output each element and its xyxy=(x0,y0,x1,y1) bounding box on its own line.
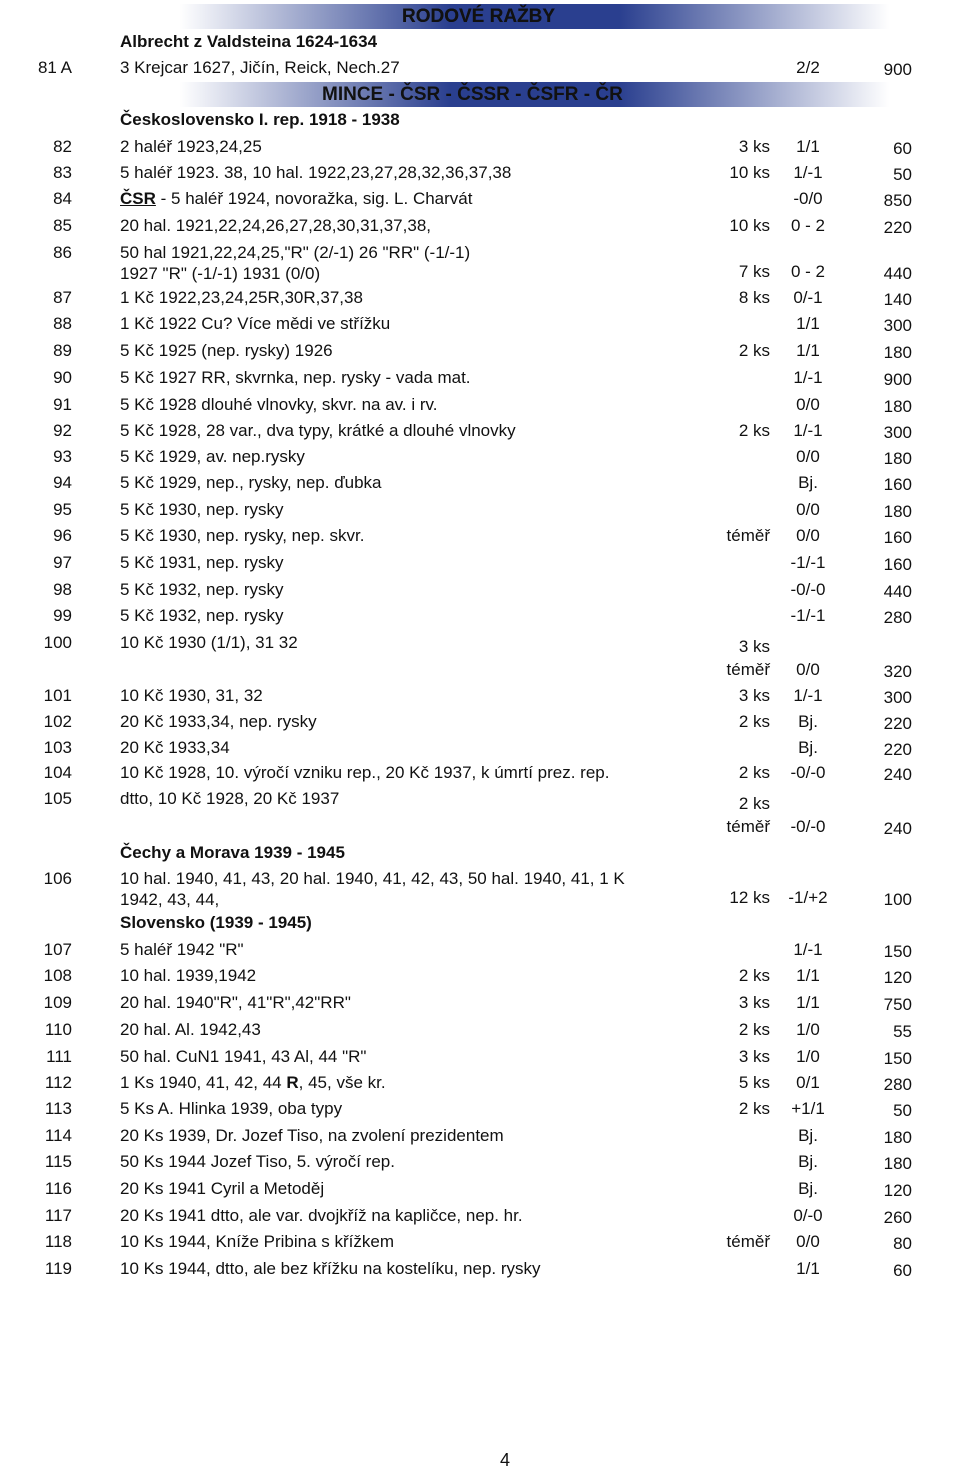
item-description xyxy=(120,993,351,1013)
item-description-text: 5 Kč 1929, nep., rysky, nep. ďubka xyxy=(120,473,382,492)
table-row xyxy=(0,341,960,365)
item-quantity: 12 ks xyxy=(729,888,770,907)
item-description-text: 1 Ks 1940, 41, 42, 44 xyxy=(120,1073,287,1092)
table-row xyxy=(0,1099,960,1123)
item-description-text: 20 hal. 1921,22,24,26,27,28,30,31,37,38, xyxy=(120,216,431,235)
item-quantity: 2 ks xyxy=(738,1099,770,1118)
section-title-slovensko: Slovensko (1939 - 1945) xyxy=(120,913,312,932)
item-price: 440 xyxy=(883,582,912,601)
item-number: 113 xyxy=(44,1099,72,1118)
item-price: 180 xyxy=(883,1154,912,1173)
item-description xyxy=(120,686,263,706)
item-number: 85 xyxy=(53,216,72,235)
item-number: 108 xyxy=(43,966,72,985)
item-price: 300 xyxy=(883,316,912,335)
item-number: 82 xyxy=(53,137,72,156)
item-grade: -1/+2 xyxy=(788,888,828,907)
item-price: 120 xyxy=(883,1181,912,1200)
item-price: 150 xyxy=(883,1049,912,1068)
item-price: 300 xyxy=(883,423,912,442)
item-quantity: 5 ks xyxy=(738,1073,770,1092)
item-quantity: 2 ks xyxy=(738,341,770,360)
item-quantity: 2 ks xyxy=(738,966,770,985)
item-grade: 0 - 2 xyxy=(790,262,826,281)
item-price: 180 xyxy=(883,502,912,521)
item-grade: 1/-1 xyxy=(793,368,823,387)
table-row xyxy=(0,738,960,762)
item-description-text: 5 Kč 1927 RR, skvrnka, nep. rysky - vada mat. xyxy=(120,368,471,387)
item-number: 119 xyxy=(44,1259,72,1278)
table-row xyxy=(0,606,960,630)
item-number: 86 xyxy=(53,243,72,262)
item-number: 81 A xyxy=(37,58,72,77)
item-description xyxy=(120,368,471,388)
table-row xyxy=(0,1206,960,1230)
item-description-text: 5 Kč 1932, nep. rysky xyxy=(120,580,284,599)
item-grade: 0/-0 xyxy=(793,1206,823,1225)
item-number: 95 xyxy=(53,500,72,519)
table-row xyxy=(0,500,960,524)
item-grade: 2/2 xyxy=(796,58,820,77)
item-description xyxy=(120,500,283,520)
item-description xyxy=(120,216,431,236)
item-number: 117 xyxy=(44,1206,72,1225)
item-description-tail: , 45, vše kr. xyxy=(298,1073,386,1092)
item-price: 260 xyxy=(883,1208,912,1227)
item-price: 750 xyxy=(883,995,912,1014)
item-number: 116 xyxy=(44,1179,72,1198)
item-number: 93 xyxy=(53,447,72,466)
item-number: 89 xyxy=(53,341,72,360)
item-price: 140 xyxy=(883,290,912,309)
table-row xyxy=(0,966,960,990)
item-description xyxy=(120,447,305,467)
item-description xyxy=(120,341,333,361)
table-row xyxy=(0,763,960,787)
item-description xyxy=(120,966,256,986)
item-description xyxy=(120,553,283,573)
item-number: 99 xyxy=(53,606,72,625)
item-description xyxy=(120,189,472,209)
item-quantity: 8 ks xyxy=(738,288,770,307)
item-description xyxy=(120,1047,366,1067)
item-description xyxy=(120,473,382,493)
item-description xyxy=(120,137,262,157)
item-description xyxy=(120,288,363,308)
table-row xyxy=(0,447,960,471)
table-row xyxy=(0,288,960,312)
item-price: 240 xyxy=(883,765,912,784)
item-number: 114 xyxy=(44,1126,72,1145)
item-price: 850 xyxy=(883,191,912,210)
table-row xyxy=(0,712,960,736)
item-grade: 0/0 xyxy=(796,447,820,466)
item-description-text: 50 hal 1921,22,24,25,"R" (2/-1) 26 "RR" (-1/-1) xyxy=(120,243,471,262)
item-description-text: 5 Kč 1930, nep. rysky, nep. skvr. xyxy=(120,526,365,545)
item-description xyxy=(120,763,609,783)
item-price: 220 xyxy=(883,740,912,759)
item-description xyxy=(120,1073,386,1093)
item-quantity: 2 ks xyxy=(738,712,770,731)
item-number: 112 xyxy=(44,1073,72,1092)
table-row xyxy=(0,163,960,187)
section-header-text: RODOVÉ RAŽBY xyxy=(402,6,556,27)
item-number: 103 xyxy=(43,738,72,757)
item-price: 160 xyxy=(883,555,912,574)
item-description xyxy=(120,940,244,960)
item-grade: 0/0 xyxy=(796,500,820,519)
table-row xyxy=(0,789,960,838)
item-price: 900 xyxy=(883,370,912,389)
table-row xyxy=(0,58,960,82)
item-price: 160 xyxy=(883,475,912,494)
item-description-text: 20 hal. 1940"R", 41"R",42"RR" xyxy=(120,993,351,1012)
item-quantity: 7 ks xyxy=(738,262,770,281)
item-number: 96 xyxy=(53,526,72,545)
section-header-text: MINCE - ČSR - ČSSR - ČSFR - ČR xyxy=(322,84,623,105)
item-description-text: 50 Ks 1944 Jozef Tiso, 5. výročí rep. xyxy=(120,1152,395,1171)
item-description-text: - 5 haléř 1924, novoražka, sig. L. Charvát xyxy=(155,189,473,208)
item-description xyxy=(120,314,390,334)
item-number: 101 xyxy=(43,686,72,705)
item-description-line2: 1927 "R" (-1/-1) 1931 (0/0) xyxy=(120,264,321,283)
item-description xyxy=(120,395,438,415)
item-price: 50 xyxy=(893,1101,912,1120)
item-description-text: 20 Ks 1939, Dr. Jozef Tiso, na zvolení prezidentem xyxy=(120,1126,504,1145)
item-description xyxy=(120,789,339,809)
item-price: 240 xyxy=(883,819,912,838)
item-description xyxy=(120,1020,261,1040)
item-description xyxy=(120,526,364,546)
item-price: 180 xyxy=(883,1128,912,1147)
item-quantity-note: téměř xyxy=(726,660,770,679)
item-grade: -0/0 xyxy=(793,189,823,208)
item-number: 84 xyxy=(53,189,72,208)
item-description-text: dtto, 10 Kč 1928, 20 Kč 1937 xyxy=(120,789,340,808)
item-grade: Bj. xyxy=(798,1152,818,1171)
item-grade: 1/-1 xyxy=(793,940,823,959)
item-quantity: 2 ks xyxy=(738,763,770,782)
table-row xyxy=(0,216,960,240)
item-number: 111 xyxy=(46,1047,72,1066)
item-quantity: 3 ks xyxy=(738,137,770,156)
item-description xyxy=(120,1206,523,1226)
table-row xyxy=(0,526,960,550)
item-description xyxy=(120,712,317,732)
item-price: 160 xyxy=(883,528,912,547)
item-description-text: 5 Kč 1929, av. nep.rysky xyxy=(120,447,305,466)
item-description-text: 2 haléř 1923,24,25 xyxy=(120,137,262,156)
item-description-text: 10 Kč 1930 (1/1), 31 32 xyxy=(120,633,298,652)
item-grade: -1/-1 xyxy=(790,606,826,625)
item-description-text: 5 Kč 1930, nep. rysky xyxy=(120,500,284,519)
page-number: 4 xyxy=(500,1450,511,1470)
item-quantity: téměř xyxy=(726,526,770,545)
item-price: 100 xyxy=(883,890,912,909)
item-number: 87 xyxy=(53,288,72,307)
item-number: 109 xyxy=(43,993,72,1012)
item-grade: 1/-1 xyxy=(793,686,823,705)
item-price: 300 xyxy=(883,688,912,707)
item-price: 220 xyxy=(883,218,912,237)
item-quantity: 2 ks xyxy=(738,421,770,440)
item-price: 50 xyxy=(893,165,912,184)
item-number: 105 xyxy=(43,789,72,808)
section-header-mince xyxy=(112,82,957,107)
item-price: 320 xyxy=(883,662,912,681)
table-row xyxy=(0,243,960,283)
item-quantity: 10 ks xyxy=(729,216,770,235)
item-grade: Bj. xyxy=(798,1179,818,1198)
item-description-text: 10 Kč 1930, 31, 32 xyxy=(120,686,263,705)
item-price: 150 xyxy=(883,942,912,961)
item-price: 440 xyxy=(883,264,912,283)
item-grade: 0/-1 xyxy=(793,288,823,307)
table-row xyxy=(0,940,960,964)
item-grade: 1/1 xyxy=(796,314,820,333)
item-grade: 0/0 xyxy=(796,1232,820,1251)
table-row xyxy=(0,314,960,338)
item-grade: -1/-1 xyxy=(790,553,826,572)
item-price: 180 xyxy=(883,397,912,416)
item-description xyxy=(120,1152,395,1172)
item-grade: 1/0 xyxy=(796,1047,820,1066)
item-grade: 1/1 xyxy=(796,993,820,1012)
item-description-bold: R xyxy=(286,1073,299,1092)
item-grade: Bj. xyxy=(798,473,818,492)
item-description-text: 50 hal. CuN1 1941, 43 Al, 44 "R" xyxy=(120,1047,367,1066)
item-description-text: 20 Ks 1941 Cyril a Metoděj xyxy=(120,1179,325,1198)
item-price: 280 xyxy=(883,608,912,627)
item-number: 106 xyxy=(43,869,72,888)
item-description xyxy=(120,1099,342,1119)
item-grade: -0/-0 xyxy=(790,763,826,782)
table-row xyxy=(0,553,960,577)
item-description xyxy=(120,869,625,889)
table-row xyxy=(0,1020,960,1044)
item-price: 120 xyxy=(883,968,912,987)
item-description xyxy=(120,606,283,626)
item-description xyxy=(120,1259,541,1279)
item-description-text: 10 Ks 1944, Kníže Pribina s křížkem xyxy=(120,1232,395,1251)
item-price: 180 xyxy=(883,343,912,362)
item-quantity: 3 ks xyxy=(738,686,770,705)
item-quantity: téměř xyxy=(726,1232,770,1251)
table-row xyxy=(0,189,960,213)
section-header-rodove-razby xyxy=(112,4,957,29)
item-quantity: 10 ks xyxy=(729,163,770,182)
item-grade: 0 - 2 xyxy=(790,216,826,235)
table-row xyxy=(0,137,960,161)
item-grade: 0/0 xyxy=(796,526,820,545)
item-description-text: 20 Ks 1941 dtto, ale var. dvojkříž na kapličce, nep. hr. xyxy=(120,1206,523,1225)
table-row xyxy=(0,633,960,681)
item-number: 91 xyxy=(53,395,72,414)
item-grade: Bj. xyxy=(798,1126,818,1145)
item-number: 92 xyxy=(53,421,72,440)
table-row xyxy=(0,473,960,497)
item-description-text: 10 Kč 1928, 10. výročí vzniku rep., 20 Kč 1937, k úmrtí prez. rep. xyxy=(120,763,610,782)
item-price: 60 xyxy=(893,139,912,158)
item-quantity-note: téměř xyxy=(726,817,770,836)
table-row xyxy=(0,421,960,445)
item-description: 3 Krejcar 1627, Jičín, Reick, Nech.27 xyxy=(120,58,400,77)
item-description-emphasis: ČSR xyxy=(120,189,156,208)
item-quantity: 2 ks xyxy=(738,794,770,813)
item-quantity: 3 ks xyxy=(738,637,770,656)
item-description xyxy=(120,1179,324,1199)
item-grade: 1/1 xyxy=(796,1259,820,1278)
item-price: 55 xyxy=(893,1022,912,1041)
item-number: 107 xyxy=(43,940,72,959)
item-number: 88 xyxy=(53,314,72,333)
item-price: 180 xyxy=(883,449,912,468)
table-row xyxy=(0,1073,960,1097)
item-description-text: 5 Kč 1932, nep. rysky xyxy=(120,606,284,625)
item-number: 90 xyxy=(53,368,72,387)
table-row xyxy=(0,993,960,1017)
item-description-text: 1 Kč 1922,23,24,25R,30R,37,38 xyxy=(120,288,363,307)
item-grade: 0/1 xyxy=(796,1073,820,1092)
item-description-text: 5 Kč 1928, 28 var., dva typy, krátké a dlouhé vlnovky xyxy=(120,421,516,440)
item-quantity: 3 ks xyxy=(738,1047,770,1066)
item-number: 83 xyxy=(53,163,72,182)
item-number: 98 xyxy=(53,580,72,599)
table-row xyxy=(0,1232,960,1256)
table-row xyxy=(0,1152,960,1176)
table-row xyxy=(0,368,960,392)
item-grade: Bj. xyxy=(798,738,818,757)
item-description-text: 5 Kč 1931, nep. rysky xyxy=(120,553,284,572)
item-price: 60 xyxy=(893,1261,912,1280)
item-price: 900 xyxy=(883,60,912,79)
item-description-text: 5 Kč 1925 (nep. rysky) 1926 xyxy=(120,341,333,360)
item-description-text: 5 haléř 1923. 38, 10 hal. 1922,23,27,28,32,36,37,38 xyxy=(120,163,512,182)
section-title-csr: Československo I. rep. 1918 - 1938 xyxy=(120,110,400,129)
item-number: 104 xyxy=(43,763,72,782)
item-description-text: 20 Kč 1933,34 xyxy=(120,738,230,757)
item-description-text: 10 hal. 1940, 41, 43, 20 hal. 1940, 41, 42, 43, 50 hal. 1940, 41, 1 K xyxy=(120,869,625,888)
item-number: 102 xyxy=(43,712,72,731)
table-row xyxy=(0,686,960,710)
item-description-text: 10 Ks 1944, dtto, ale bez křížku na kostelíku, nep. rysky xyxy=(120,1259,541,1278)
item-description xyxy=(120,163,511,183)
table-row xyxy=(0,869,960,909)
item-grade: 0/0 xyxy=(796,395,820,414)
table-row xyxy=(0,1259,960,1283)
table-row xyxy=(0,395,960,419)
item-grade: 1/1 xyxy=(796,341,820,360)
item-price: 280 xyxy=(883,1075,912,1094)
item-grade: 1/-1 xyxy=(793,421,823,440)
item-description xyxy=(120,738,230,758)
item-grade: Bj. xyxy=(798,712,818,731)
table-row xyxy=(0,1179,960,1203)
item-description xyxy=(120,1232,394,1252)
item-description-text: 5 Ks A. Hlinka 1939, oba typy xyxy=(120,1099,343,1118)
item-description-text: 5 haléř 1942 "R" xyxy=(120,940,244,959)
section-title-valdstein: Albrecht z Valdsteina 1624-1634 xyxy=(120,32,378,51)
item-grade: -0/-0 xyxy=(790,580,826,599)
item-description xyxy=(120,580,283,600)
item-description-text: 1 Kč 1922 Cu? Více mědi ve střížku xyxy=(120,314,391,333)
item-grade: 1/1 xyxy=(796,137,820,156)
item-price: 220 xyxy=(883,714,912,733)
section-title-cechy-morava: Čechy a Morava 1939 - 1945 xyxy=(120,843,345,862)
item-quantity: 3 ks xyxy=(738,993,770,1012)
item-description-text: 20 Kč 1933,34, nep. rysky xyxy=(120,712,317,731)
table-row xyxy=(0,1126,960,1150)
item-grade: 0/0 xyxy=(796,660,820,679)
item-grade: 1/1 xyxy=(796,966,820,985)
item-description-text: 10 hal. 1939,1942 xyxy=(120,966,257,985)
item-description xyxy=(120,1126,504,1146)
item-description-line2: 1942, 43, 44, xyxy=(120,890,220,909)
item-number: 118 xyxy=(44,1232,72,1251)
item-number: 97 xyxy=(53,553,72,572)
item-number: 94 xyxy=(53,473,72,492)
item-number: 110 xyxy=(44,1020,72,1039)
item-grade: +1/1 xyxy=(791,1099,825,1118)
item-price: 80 xyxy=(893,1234,912,1253)
item-description xyxy=(120,243,470,263)
table-row xyxy=(0,580,960,604)
item-number: 115 xyxy=(44,1152,72,1171)
item-description xyxy=(120,421,516,441)
item-number: 100 xyxy=(43,633,72,652)
item-grade: 1/-1 xyxy=(793,163,823,182)
item-description-text: 20 hal. Al. 1942,43 xyxy=(120,1020,261,1039)
item-description-text: 5 Kč 1928 dlouhé vlnovky, skvr. na av. i rv. xyxy=(120,395,438,414)
table-row xyxy=(0,1047,960,1071)
item-grade: -0/-0 xyxy=(790,817,826,836)
item-grade: 1/0 xyxy=(796,1020,820,1039)
item-quantity: 2 ks xyxy=(738,1020,770,1039)
item-description xyxy=(120,633,298,653)
